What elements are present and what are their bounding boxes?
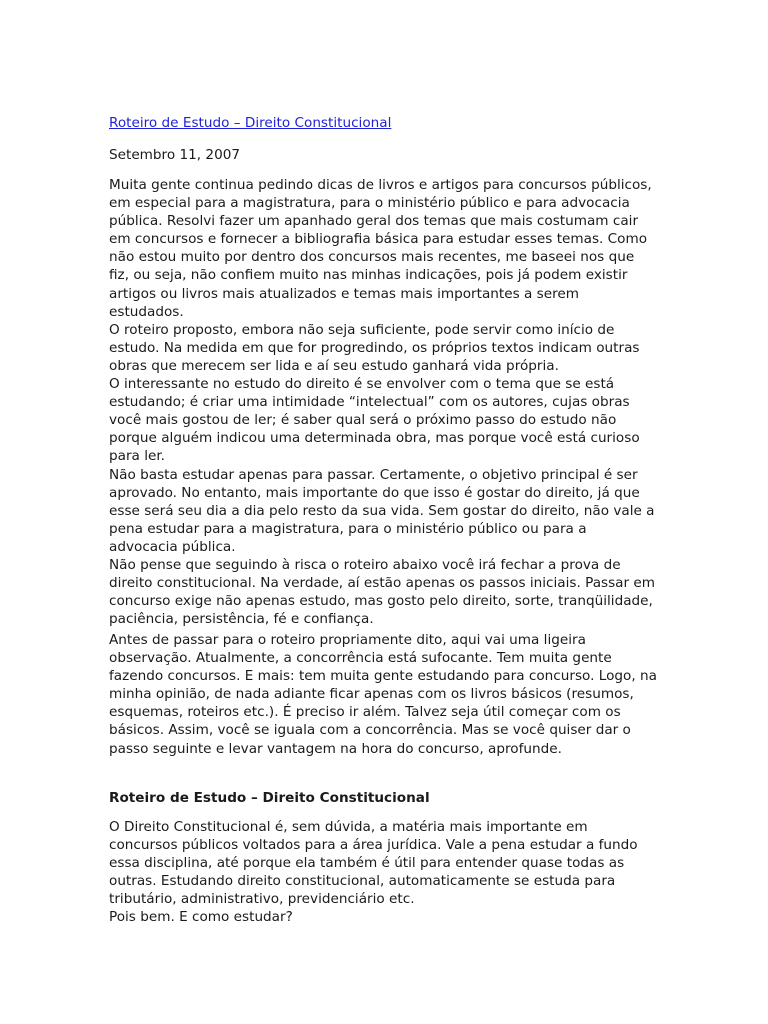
paragraph: Pois bem. E como estudar? (109, 909, 293, 926)
paragraph: O Direito Constitucional é, sem dúvida, a matéria mais importante em concursos públicos voltados para a área jurídica. Vale a pena estudar a fundo essa disciplina, até porque ela também é útil para entender quase todas as outras. Estudando direito constitucional, automaticamente se estuda para tributário, administrativo, previdenciário etc. (109, 819, 638, 908)
document-page (109, 114, 657, 926)
paragraph: O interessante no estudo do direito é se envolver com o tema que se está estudando; é criar uma intimidade “intelectual” com os autores, cujas obras você mais gostou de ler; é saber qual será o próximo passo do estudo não porque alguém indicou uma determinada obra, mas porque você está curioso para ler. (109, 376, 640, 465)
intro-block (109, 176, 657, 628)
paragraph: Não pense que seguindo à risca o roteiro abaixo você irá fechar a prova de direito constitucional. Na verdade, aí estão apenas os passos iniciais. Passar em concurso exige não apenas estudo, mas gosto pelo direito, sorte, tranqüilidade, paciência, persistência, fé e confiança. (109, 556, 656, 628)
section-heading (109, 789, 657, 807)
constitutional-block (109, 818, 657, 927)
paragraph: Muita gente continua pedindo dicas de livros e artigos para concursos públicos, em especial para a magistratura, para o ministério público e para advocacia pública. Resolvi fazer um apanhado geral dos temas que mais costumam cair em concursos e fornecer a bibliografia básica para estudar esses temas. Como não estou muito por dentro dos concursos mais recentes, me baseei nos que fiz, ou seja, não confiem muito nas minhas indicações, pois já podem existir artigos ou livros mais atualizados e temas mais importantes a serem estudados. (109, 177, 652, 320)
paragraph: O roteiro proposto, embora não seja suficiente, pode servir como início de estudo. Na medida em que for progredindo, os próprios textos indicam outras obras que merecem ser lida e aí seu estudo ganhará vida própria. (109, 321, 640, 374)
paragraph: Não basta estudar apenas para passar. Certamente, o objetivo principal é ser aprovado. No entanto, mais importante do que isso é gostar do direito, já que esse será seu dia a dia pelo resto da sua vida. Sem gostar do direito, não vale a pena estudar para a magistratura, para o ministério público ou para a advocacia pública. (109, 466, 655, 555)
title-link[interactable]: Roteiro de Estudo – Direito Constitucional (109, 115, 392, 131)
post-date: Setembro 11, 2007 (109, 147, 241, 163)
heading-text: Roteiro de Estudo – Direito Constitucional (109, 790, 430, 806)
observation-block (109, 631, 657, 758)
paragraph: Antes de passar para o roteiro propriamente dito, aqui vai uma ligeira observação. Atualmente, a concorrência está sufocante. Tem muita gente fazendo concursos. E mais: tem muita gente estudando para concurso. Logo, na minha opinião, de nada adiante ficar apenas com os livros básicos (resumos, esquemas, roteiros etc.). É preciso ir além. Talvez seja útil começar com os básicos. Assim, você se iguala com a concorrência. Mas se você quiser dar o passo seguinte e levar vantagem na hora do concurso, aprofunde. (109, 632, 657, 757)
